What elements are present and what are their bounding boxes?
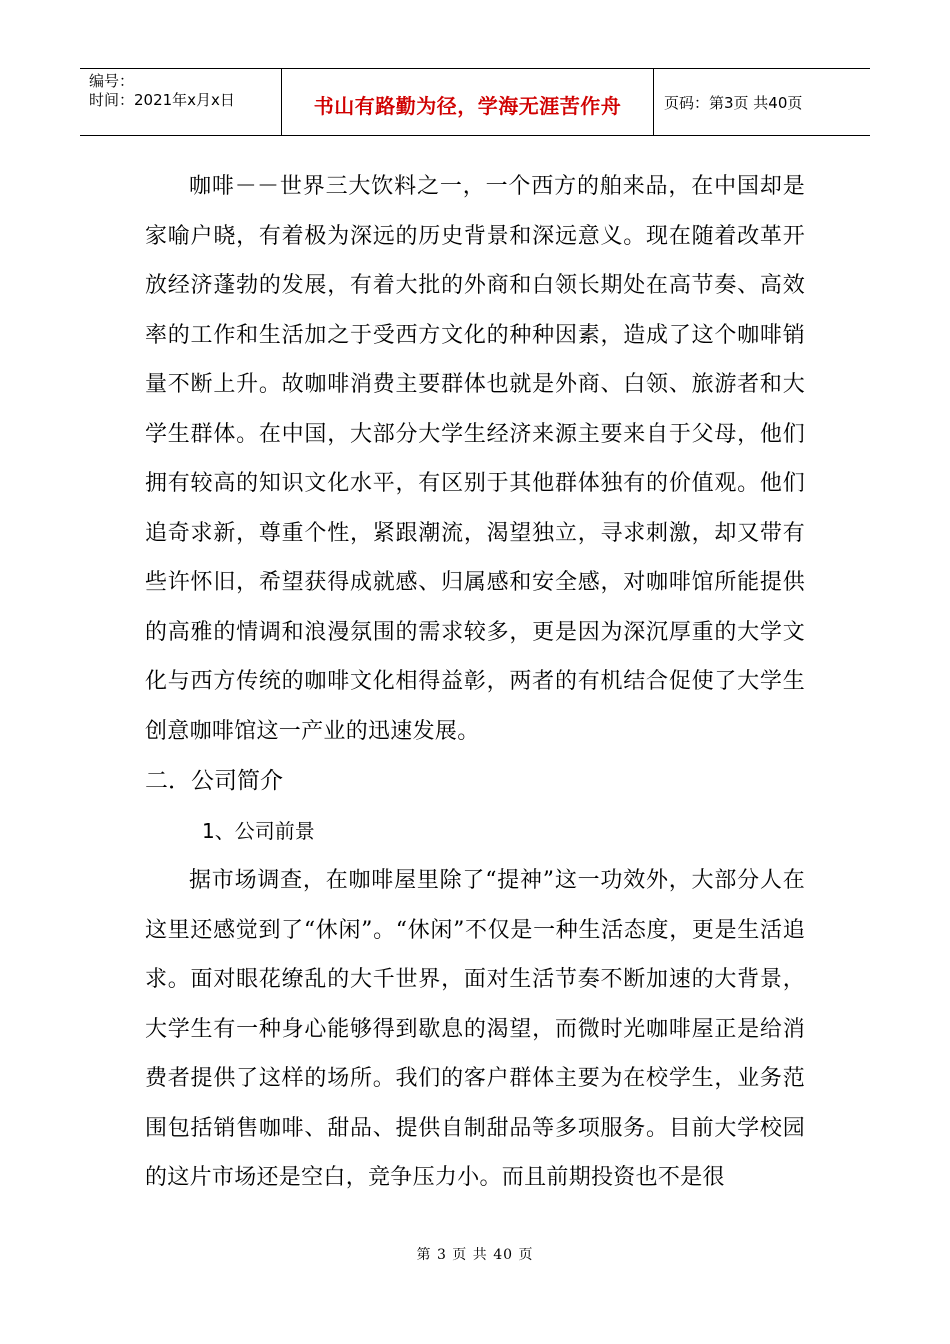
document-number-label: 编号： bbox=[89, 72, 135, 90]
header-motto: 书山有路勤为径，学海无涯苦作舟 bbox=[313, 93, 622, 118]
header-page-label: 页码：第3页 共40页 bbox=[664, 93, 803, 112]
header-motto-cell bbox=[282, 69, 654, 135]
document-header bbox=[80, 68, 870, 136]
header-meta-cell bbox=[80, 69, 282, 135]
intro-paragraph: 咖啡－－世界三大饮料之一，一个西方的舶来品，在中国却是家喻户晓，有着极为深远的历史背景和深远意义。现在随着改革开放经济蓬勃的发展，有着大批的外商和白领长期处在高节奏、高效率的工作和生活加之于受西方文化的种种因素，造成了这个咖啡销量不断上升。故咖啡消费主要群体也就是外商、白领、旅游者和大学生群体。在中国，大部分大学生经济来源主要来自于父母，他们拥有较高的知识文化水平，有区别于其他群体独有的价值观。他们追奇求新，尊重个性，紧跟潮流，渴望独立，寻求刺激，却又带有些许怀旧，希望获得成就感、归属感和安全感，对咖啡馆所能提供的高雅的情调和浪漫氛围的需求较多，更是因为深沉厚重的大学文化与西方传统的咖啡文化相得益彰，两者的有机结合促使了大学生创意咖啡馆这一产业的迅速发展。 bbox=[145, 174, 805, 744]
page-footer: 第 3 页 共 40 页 bbox=[416, 1247, 534, 1263]
section-heading: 二．公司简介 bbox=[145, 768, 283, 794]
document-body bbox=[145, 162, 805, 1203]
document-time-label: 时间：2021年x月x日 bbox=[89, 91, 235, 109]
section-paragraph: 据市场调查，在咖啡屋里除了“提神”这一功效外，大部分人在这里还感觉到了“休闲”。“休闲”不仅是一种生活态度，更是生活追求。面对眼花缭乱的大千世界，面对生活节奏不断加速的大背景，大学生有一种身心能够得到歇息的渴望，而微时光咖啡屋正是给消费者提供了这样的场所。我们的客户群体主要为在校学生，业务范围包括销售咖啡、甜品、提供自制甜品等多项服务。目前大学校园的这片市场还是空白，竞争压力小。而且前期投资也不是很 bbox=[145, 868, 805, 1190]
subsection-heading: 1、公司前景 bbox=[202, 819, 315, 843]
header-page-cell bbox=[654, 69, 870, 135]
